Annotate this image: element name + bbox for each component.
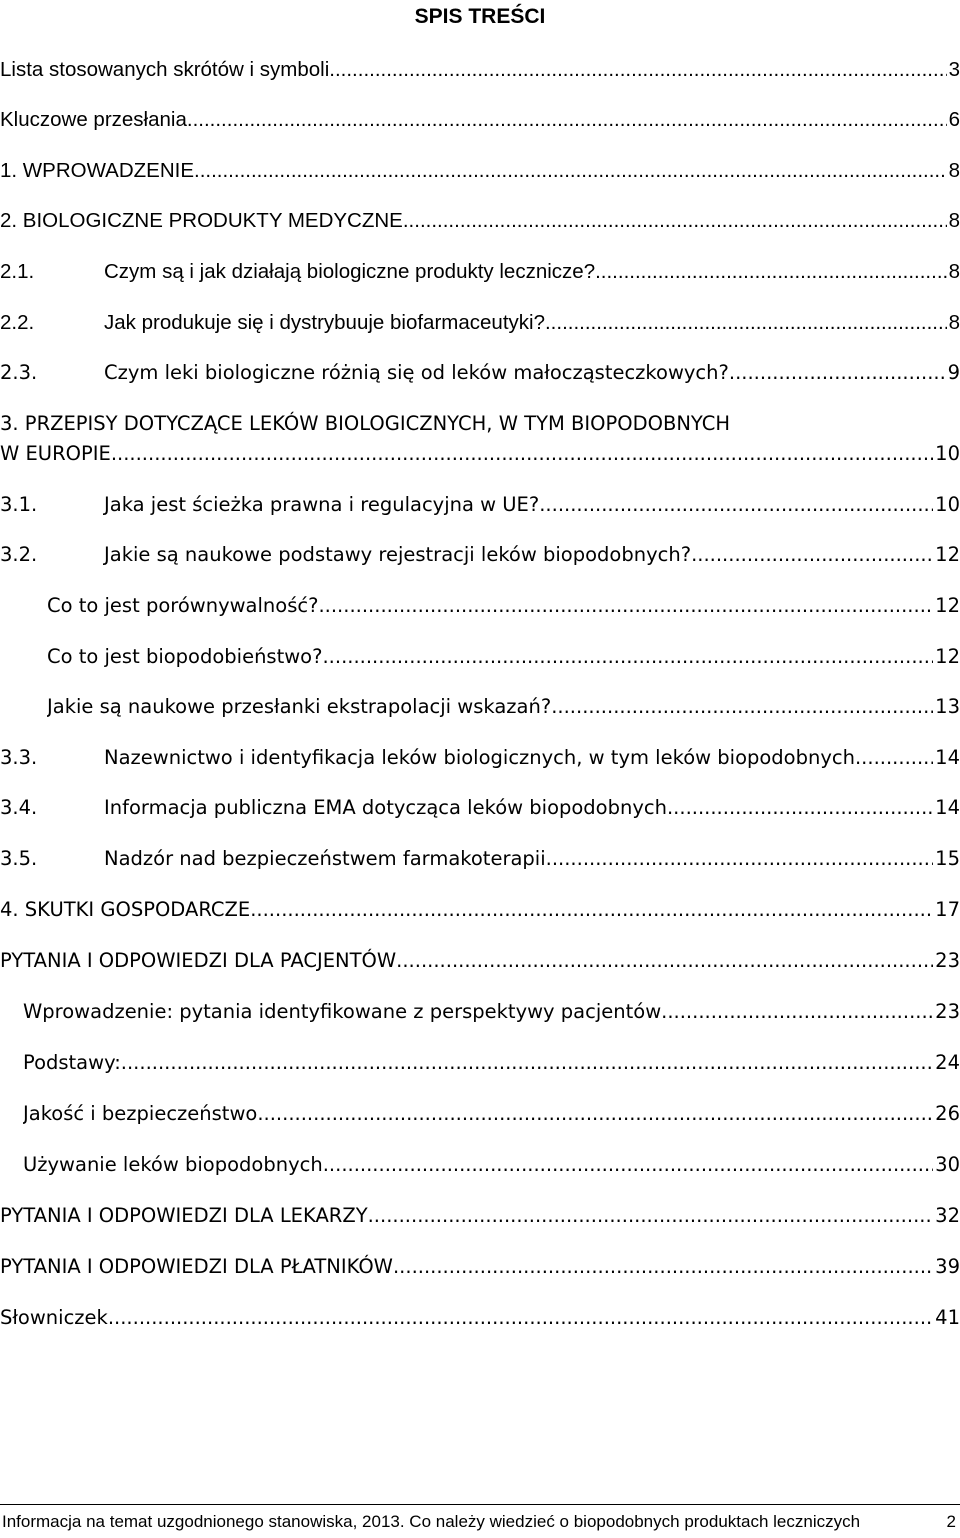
toc-entry-number: 3.1. xyxy=(0,493,38,516)
toc-entry-2-1[interactable] xyxy=(0,258,960,286)
toc-entry-introduction-patients[interactable] xyxy=(23,998,960,1026)
toc-entry-page: 17 xyxy=(935,898,960,921)
toc-entry-label: Co to jest porównywalność? xyxy=(47,594,319,617)
toc-entry-2-3[interactable] xyxy=(0,359,960,387)
toc-entry-number: 3.3. xyxy=(0,746,38,769)
toc-leader-dots xyxy=(551,693,933,721)
toc-leader-dots xyxy=(539,491,933,519)
toc-entry-label: Jak produkuje się i dystrybuuje biofarmaceutyki? xyxy=(104,311,545,334)
footer-text: Informacja na temat uzgodnionego stanowiska, 2013. Co należy wiedzieć o biopodobnych produktach leczniczych xyxy=(2,1511,861,1531)
toc-entry-label: 2. BIOLOGICZNE PRODUKTY MEDYCZNE xyxy=(0,209,403,232)
toc-entry-regulations[interactable] xyxy=(0,440,960,468)
toc-entry-label: Czym są i jak działają biologiczne produkty lecznicze? xyxy=(104,260,596,283)
toc-entry-label: Czym leki biologiczne różnią się od leków małocząsteczkowych? xyxy=(104,361,729,384)
toc-entry-label: Używanie leków biopodobnych xyxy=(23,1153,323,1176)
toc-entry-page: 8 xyxy=(948,209,960,232)
toc-entry-biological-products[interactable] xyxy=(0,207,960,235)
toc-entry-number: 3.4. xyxy=(0,796,38,819)
page-number: 2 xyxy=(946,1511,956,1531)
toc-entry-page: 23 xyxy=(935,949,960,972)
toc-entry-label: Kluczowe przesłania xyxy=(0,108,187,131)
toc-entry-page: 8 xyxy=(948,159,960,182)
toc-entry-page: 8 xyxy=(948,311,960,334)
toc-entry-label: Jakie są naukowe przesłanki ekstrapolacji wskazań? xyxy=(47,695,552,718)
toc-entry-comparability[interactable] xyxy=(47,592,960,620)
toc-entry-2-2[interactable] xyxy=(0,309,960,337)
toc-entry-label: PYTANIA I ODPOWIEDZI DLA PŁATNIKÓW xyxy=(0,1255,393,1278)
toc-entry-page: 10 xyxy=(935,493,960,516)
toc-entry-using-biosimilars[interactable] xyxy=(23,1151,960,1179)
toc-entry-3-3[interactable] xyxy=(0,744,960,772)
toc-entry-label: Nadzór nad bezpieczeństwem farmakoterapii xyxy=(104,847,546,870)
toc-entry-qa-payers[interactable] xyxy=(0,1253,960,1281)
toc-entry-abbreviations[interactable] xyxy=(0,56,960,84)
page-footer xyxy=(0,1504,960,1538)
toc-entry-3-4[interactable] xyxy=(0,794,960,822)
toc-leader-dots xyxy=(396,947,933,975)
toc-entry-label: 4. SKUTKI GOSPODARCZE xyxy=(0,898,251,921)
toc-entry-page: 12 xyxy=(935,645,960,668)
toc-entry-number: 2.3. xyxy=(0,361,38,384)
toc-entry-basics[interactable] xyxy=(23,1049,960,1077)
toc-entry-page: 23 xyxy=(935,1000,960,1023)
toc-entry-qa-doctors[interactable] xyxy=(0,1202,960,1230)
toc-entry-label: Lista stosowanych skrótów i symboli xyxy=(0,58,330,81)
toc-entry-page: 15 xyxy=(935,847,960,870)
toc-entry-3-line1[interactable]: 3. PRZEPISY DOTYCZĄCE LEKÓW BIOLOGICZNYCH, W TYM BIOPODOBNYCH xyxy=(0,412,731,435)
toc-entry-number: 3.2. xyxy=(0,543,38,566)
toc-leader-dots xyxy=(393,1253,933,1281)
toc-entry-label: W EUROPIE xyxy=(0,442,111,465)
toc-leader-dots xyxy=(329,56,946,84)
toc-leader-dots xyxy=(323,1151,933,1179)
toc-entry-biosimilarity[interactable] xyxy=(47,643,960,671)
toc-entry-introduction[interactable] xyxy=(0,157,960,185)
toc-entry-economic-effects[interactable] xyxy=(0,896,960,924)
toc-entry-number: 2.2. xyxy=(0,311,35,334)
toc-entry-glossary[interactable] xyxy=(0,1304,960,1332)
toc-entry-page: 14 xyxy=(935,796,960,819)
toc-leader-dots xyxy=(855,744,933,772)
toc-entry-number: 3.5. xyxy=(0,847,38,870)
toc-leader-dots xyxy=(545,309,947,337)
toc-entry-3-2[interactable] xyxy=(0,541,960,569)
toc-entry-3-5[interactable] xyxy=(0,845,960,873)
toc-entry-qa-patients[interactable] xyxy=(0,947,960,975)
toc-entry-page: 9 xyxy=(947,361,960,384)
toc-entry-label: Jaka jest ścieżka prawna i regulacyjna w UE? xyxy=(104,493,540,516)
toc-entry-label: PYTANIA I ODPOWIEDZI DLA PACJENTÓW xyxy=(0,949,397,972)
toc-entry-label: 1. WPROWADZENIE xyxy=(0,159,194,182)
toc-leader-dots xyxy=(661,998,933,1026)
toc-leader-dots xyxy=(187,106,947,134)
toc-leader-dots xyxy=(403,207,947,235)
toc-leader-dots xyxy=(111,440,933,468)
toc-entry-label: Co to jest biopodobieństwo? xyxy=(47,645,323,668)
toc-entry-3-1[interactable] xyxy=(0,491,960,519)
toc-leader-dots xyxy=(368,1202,934,1230)
toc-entry-page: 10 xyxy=(935,442,960,465)
toc-leader-dots xyxy=(729,359,946,387)
toc-title: SPIS TREŚCI xyxy=(414,5,546,28)
toc-leader-dots xyxy=(250,896,933,924)
toc-entry-page: 3 xyxy=(948,58,960,81)
toc-leader-dots xyxy=(546,845,934,873)
toc-leader-dots xyxy=(108,1304,933,1332)
toc-entry-page: 30 xyxy=(935,1153,960,1176)
toc-entry-page: 26 xyxy=(935,1102,960,1125)
toc-entry-page: 14 xyxy=(935,746,960,769)
toc-entry-label: Nazewnictwo i identyfikacja leków biologicznych, w tym leków biopodobnych xyxy=(104,746,855,769)
toc-entry-page: 24 xyxy=(935,1051,960,1074)
toc-entry-quality-safety[interactable] xyxy=(23,1100,960,1128)
toc-leader-dots xyxy=(667,794,933,822)
toc-entry-page: 12 xyxy=(935,594,960,617)
toc-leader-dots xyxy=(194,157,947,185)
toc-entry-page: 8 xyxy=(948,260,960,283)
toc-leader-dots xyxy=(121,1049,933,1077)
toc-entry-page: 13 xyxy=(935,695,960,718)
toc-entry-page: 41 xyxy=(935,1306,960,1329)
toc-entry-label: Jakie są naukowe podstawy rejestracji leków biopodobnych? xyxy=(104,543,692,566)
toc-entry-label: Wprowadzenie: pytania identyfikowane z perspektywy pacjentów xyxy=(23,1000,662,1023)
toc-entry-label: PYTANIA I ODPOWIEDZI DLA LEKARZY xyxy=(0,1204,368,1227)
toc-entry-label: Słowniczek xyxy=(0,1306,108,1329)
toc-leader-dots xyxy=(595,258,947,286)
toc-entry-key-messages[interactable] xyxy=(0,106,960,134)
toc-entry-page: 32 xyxy=(935,1204,960,1227)
toc-entry-label: Informacja publiczna EMA dotycząca leków biopodobnych xyxy=(104,796,667,819)
toc-entry-number: 2.1. xyxy=(0,260,35,283)
toc-entry-label: Podstawy: xyxy=(23,1051,121,1074)
toc-leader-dots xyxy=(318,592,933,620)
toc-entry-label: Jakość i bezpieczeństwo xyxy=(23,1102,258,1125)
toc-entry-page: 12 xyxy=(935,543,960,566)
toc-entry-page: 6 xyxy=(948,108,960,131)
toc-entry-extrapolation[interactable] xyxy=(47,693,960,721)
toc-leader-dots xyxy=(691,541,933,569)
toc-leader-dots xyxy=(322,643,933,671)
toc-leader-dots xyxy=(257,1100,933,1128)
toc-entry-page: 39 xyxy=(935,1255,960,1278)
